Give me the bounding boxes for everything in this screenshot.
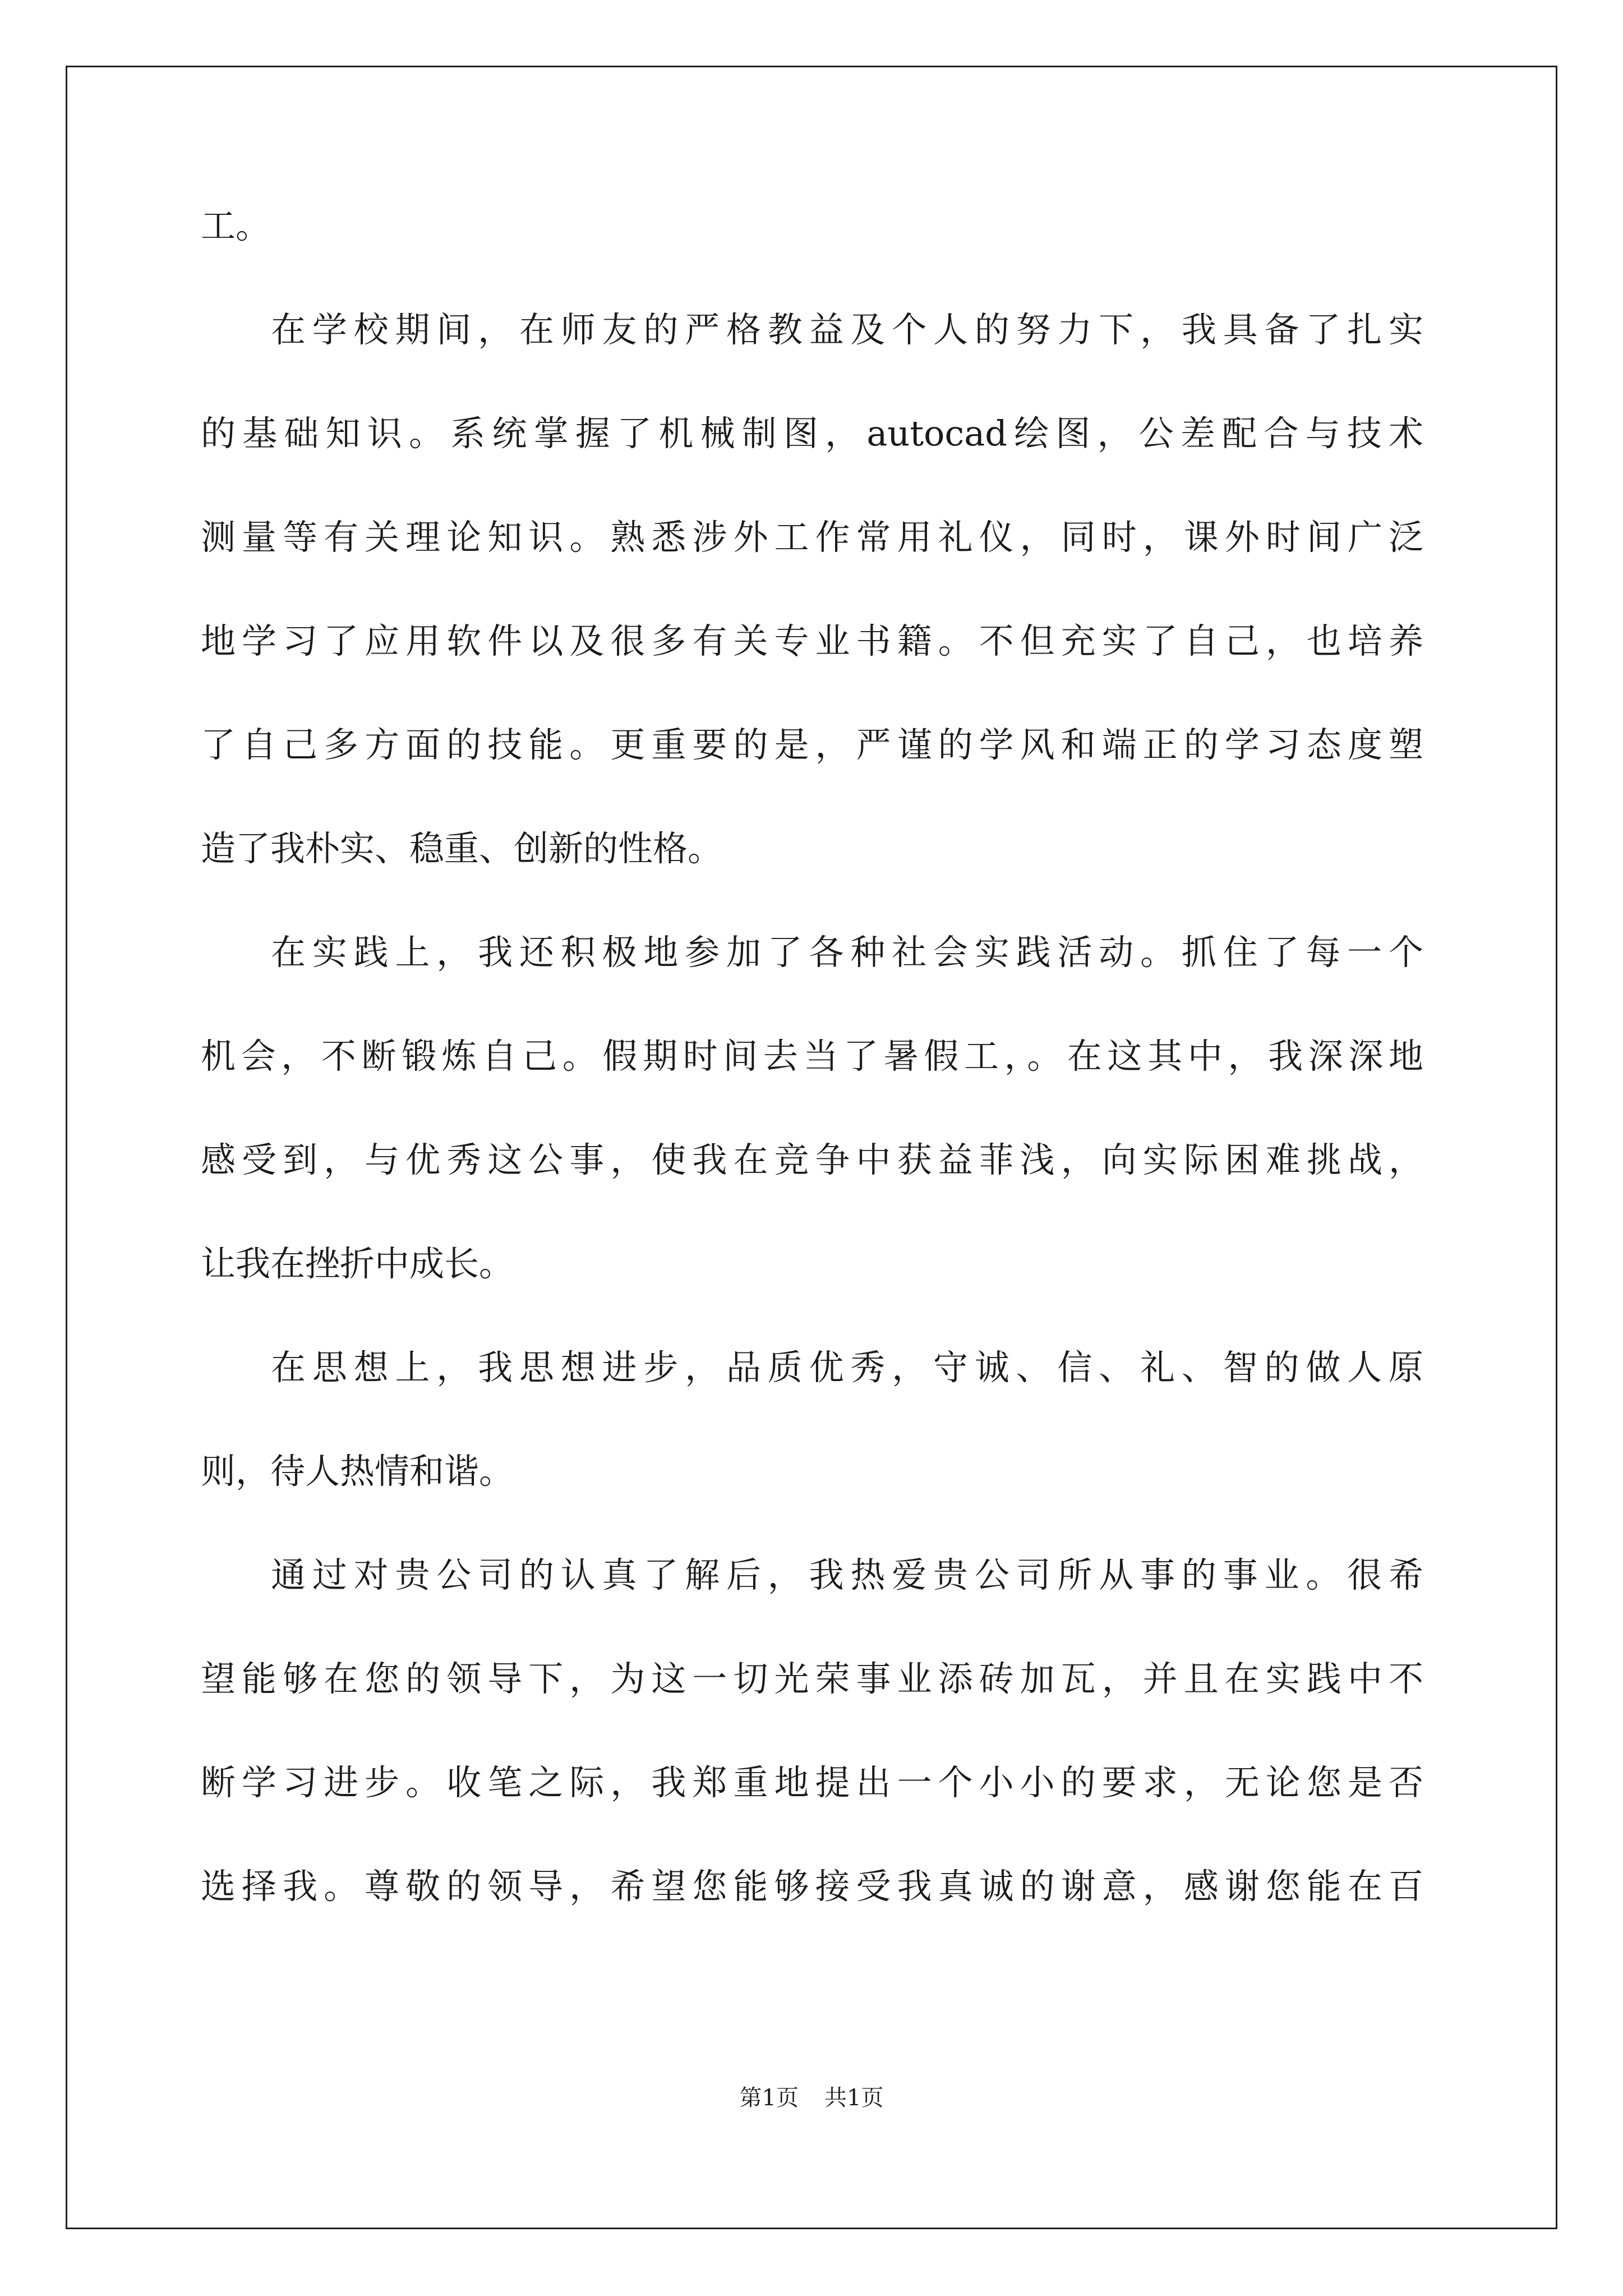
text-line: 测量等有关理论知识。熟悉涉外工作常用礼仪，同时，课外时间广泛 — [201, 517, 1423, 558]
text-line: 让我在挫折中成长。 — [201, 1243, 514, 1284]
text-line: 断学习进步。收笔之际，我郑重地提出一个小小的要求，无论您是否 — [201, 1762, 1423, 1803]
text-line: 机会，不断锻炼自己。假期时间去当了暑假工，。在这其中，我深深地 — [201, 1036, 1423, 1076]
text-line: 通过对贵公司的认真了解后，我热爱贵公司所从事的事业。很希 — [271, 1554, 1423, 1595]
text-line: 了自己多方面的技能。更重要的是，严谨的学风和端正的学习态度塑 — [201, 724, 1423, 765]
text-line: 感受到，与优秀这公事，使我在竞争中获益菲浅，向实际困难挑战， — [201, 1139, 1423, 1180]
page-footer — [0, 2081, 1623, 2115]
page-total: 共1页 — [824, 2085, 884, 2111]
text-line: 望能够在您的领导下，为这一切光荣事业添砖加瓦，并且在实践中不 — [201, 1658, 1423, 1699]
text-line: 在思想上，我思想进步，品质优秀，守诚、信、礼、智的做人原 — [271, 1347, 1423, 1388]
text-line: 在学校期间，在师友的严格教益及个人的努力下，我具备了扎实 — [271, 309, 1423, 350]
text-line: 的基础知识。系统掌握了机械制图，autocad绘图，公差配合与技术 — [201, 413, 1423, 454]
text-line: 则，待人热情和谐。 — [201, 1451, 514, 1492]
page-number: 第1页 — [739, 2085, 799, 2111]
text-line: 选择我。尊敬的领导，希望您能够接受我真诚的谢意，感谢您能在百 — [201, 1866, 1423, 1907]
text-line: 地学习了应用软件以及很多有关专业书籍。不但充实了自己，也培养 — [201, 620, 1423, 661]
text-line: 工。 — [201, 205, 271, 246]
text-line: 在实践上，我还积极地参加了各种社会实践活动。抓住了每一个 — [271, 932, 1423, 973]
text-line: 造了我朴实、稳重、创新的性格。 — [201, 828, 723, 869]
